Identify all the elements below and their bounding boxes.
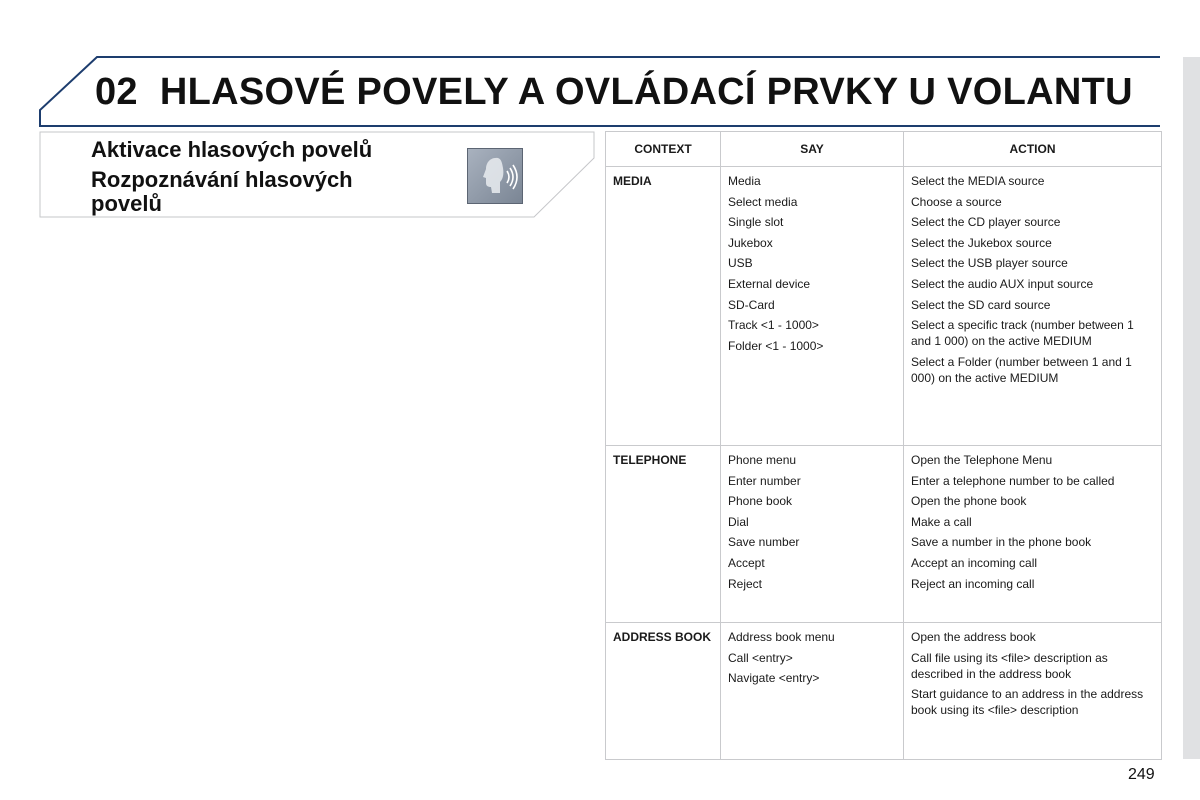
table-header-row: [606, 132, 1162, 167]
action-item: Select the CD player source: [911, 215, 1061, 230]
say-item: Single slot: [728, 215, 784, 230]
action-item: Accept an incoming call: [911, 555, 1038, 570]
table-row-media: [606, 167, 1162, 446]
action-item: Enter a telephone number to be called: [911, 473, 1115, 488]
action-item: Select a specific track (number between 1 and 1 000) on the active MEDIUM: [911, 318, 1134, 349]
say-item: Call <entry>: [728, 650, 793, 665]
action-item: Make a call: [911, 514, 972, 529]
table-row-address-book: [606, 623, 1162, 760]
page-edge-strip: [1183, 57, 1200, 759]
say-item: Accept: [728, 555, 765, 570]
say-item: Save number: [728, 535, 800, 550]
action-item: Select the SD card source: [911, 297, 1051, 312]
action-item: Save a number in the phone book: [911, 535, 1092, 550]
say-item: External device: [728, 276, 811, 291]
say-item: Select media: [728, 194, 798, 209]
action-item: Open the phone book: [911, 494, 1027, 509]
page-number: 249: [1128, 766, 1155, 783]
action-cell: [904, 623, 1162, 760]
say-item: Address book menu: [728, 630, 835, 644]
say-item: Media: [728, 174, 761, 188]
say-item: Dial: [728, 514, 749, 529]
voice-command-icon: [467, 148, 523, 204]
say-item: Enter number: [728, 473, 801, 488]
action-item: Open the Telephone Menu: [911, 453, 1053, 467]
context-cell: MEDIA: [606, 167, 721, 446]
action-item: Choose a source: [911, 194, 1002, 209]
action-item: Select the audio AUX input source: [911, 276, 1094, 291]
column-header-say: SAY: [721, 132, 904, 167]
table-row-telephone: [606, 446, 1162, 623]
action-cell: [904, 446, 1162, 623]
context-cell: ADDRESS BOOK: [606, 623, 721, 760]
say-cell: [721, 446, 904, 623]
action-item: Select the MEDIA source: [911, 174, 1045, 188]
section-heading-recognition: Rozpoznávání hlasových povelů: [91, 167, 353, 216]
say-item: SD-Card: [728, 297, 775, 312]
say-item: Phone book: [728, 494, 793, 509]
action-item: Select a Folder (number between 1 and 1 000) on the active MEDIUM: [911, 354, 1132, 385]
action-item: Select the Jukebox source: [911, 235, 1052, 250]
action-item: Select the USB player source: [911, 256, 1068, 271]
action-item: Open the address book: [911, 630, 1036, 644]
say-item: Navigate <entry>: [728, 671, 820, 686]
say-item: Phone menu: [728, 453, 797, 467]
say-item: Jukebox: [728, 235, 773, 250]
say-cell: [721, 623, 904, 760]
action-cell: [904, 167, 1162, 446]
chapter-title-text: HLASOVÉ POVELY A OVLÁDACÍ PRVKY U VOLANTU: [159, 71, 1133, 113]
section-heading-activation: Aktivace hlasových povelů: [91, 137, 373, 162]
say-item: Reject: [728, 576, 763, 591]
action-item: Reject an incoming call: [911, 576, 1035, 591]
action-item: Start guidance to an address in the address book using its <file> description: [911, 687, 1144, 718]
say-item: Track <1 - 1000>: [728, 318, 819, 333]
say-item: Folder <1 - 1000>: [728, 338, 824, 353]
column-header-action: ACTION: [904, 132, 1162, 167]
context-cell: TELEPHONE: [606, 446, 721, 623]
action-item: Call file using its <file> description as described in the address book: [911, 650, 1108, 681]
column-header-context: CONTEXT: [606, 132, 721, 167]
say-item: USB: [728, 256, 753, 271]
chapter-number: 02: [95, 71, 138, 113]
say-cell: [721, 167, 904, 446]
voice-command-table: [605, 131, 1162, 760]
